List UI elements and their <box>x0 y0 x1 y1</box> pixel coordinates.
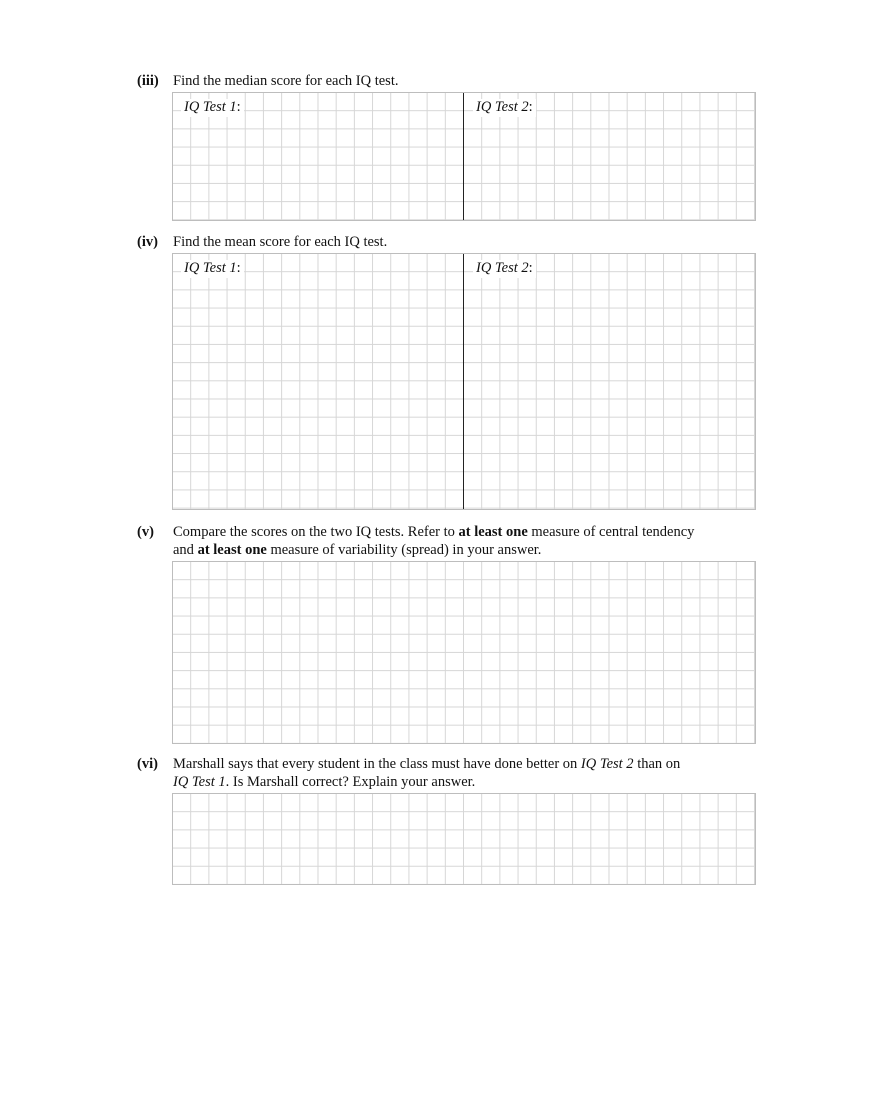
question-number: (vi) <box>137 756 158 772</box>
label-iq-test-2: IQ Test 2: <box>473 260 536 278</box>
answer-box-vi[interactable] <box>172 793 756 885</box>
question-text: Marshall says that every student in the class must have done better on IQ Test 2 than on IQ Test 1. Is Marshall correct? Explain your answer. <box>173 756 681 790</box>
column-divider <box>463 254 464 509</box>
question-number: (iii) <box>137 73 159 89</box>
question-text: Find the mean score for each IQ test. <box>173 234 388 250</box>
answer-box-iii[interactable] <box>172 92 756 221</box>
label-iq-test-1: IQ Test 1: <box>181 99 244 117</box>
question-number: (iv) <box>137 234 158 250</box>
column-divider <box>463 93 464 220</box>
label-iq-test-1: IQ Test 1: <box>181 260 244 278</box>
answer-box-v[interactable] <box>172 561 756 744</box>
label-iq-test-2: IQ Test 2: <box>473 99 536 117</box>
question-text: Find the median score for each IQ test. <box>173 73 399 89</box>
question-number: (v) <box>137 524 154 540</box>
question-text: Compare the scores on the two IQ tests. Refer to at least one measure of central tendency and at least one measure of variability (spread) in your answer. <box>173 524 695 558</box>
answer-box-iv[interactable] <box>172 253 756 510</box>
